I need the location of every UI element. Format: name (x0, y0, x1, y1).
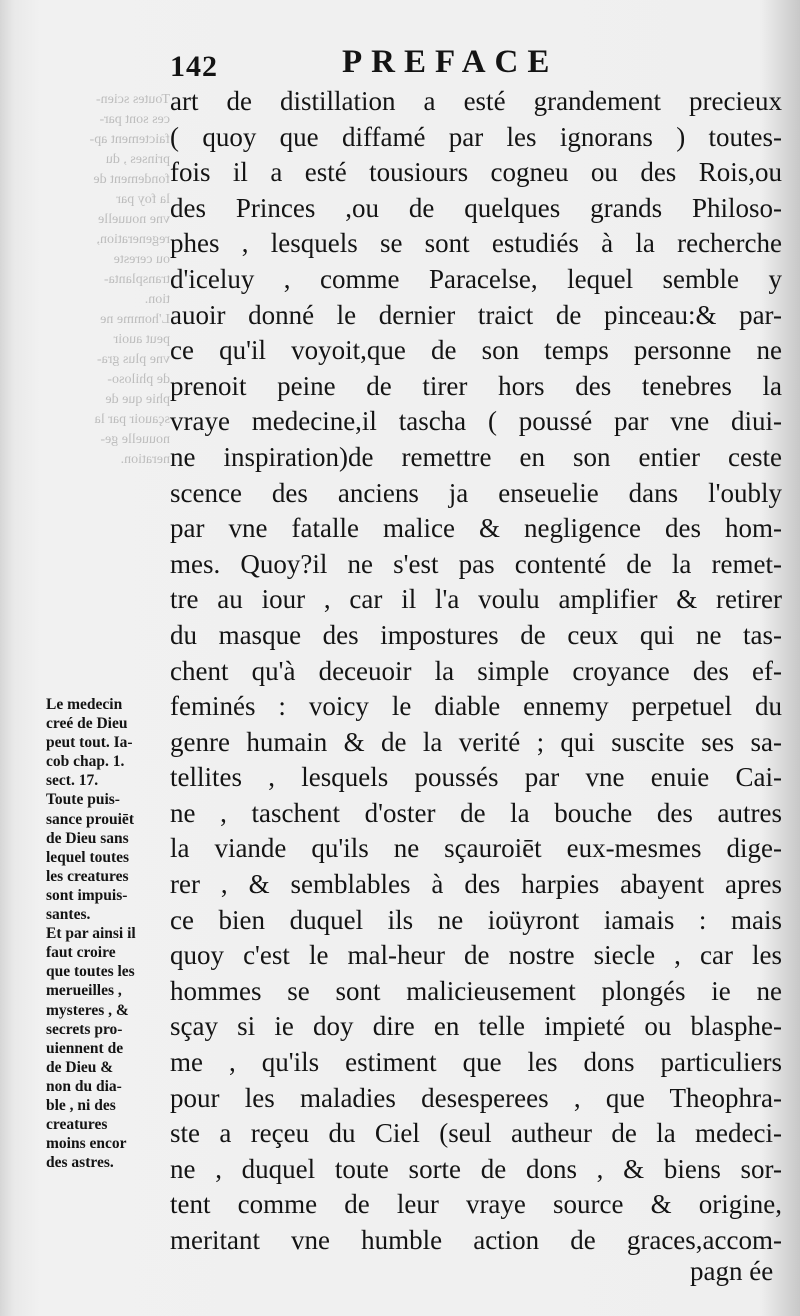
bleed-through-text (30, 90, 170, 470)
bleed-through-line: ces sont par- (99, 112, 170, 127)
text-line: vraye medecine,il tascha ( poussé par vne diui- (170, 406, 782, 437)
margin-note-line: sont impuis- (46, 886, 128, 904)
bleed-through-line: peut auoir (113, 332, 170, 347)
text-line: la viande qu'ils ne sçauroiēt eux-mesmes dige- (170, 833, 782, 864)
text-line: ne inspiration)de remettre en son entier ceste (170, 441, 782, 472)
bleed-through-line: tion. (144, 292, 170, 307)
bleed-through-line: de philoso- (107, 372, 170, 387)
margin-note-line: cob chap. 1. (46, 753, 125, 771)
margin-note-line: santes. (46, 906, 91, 924)
margin-note-line: secrets pro- (46, 1020, 123, 1038)
bleed-through-line: transplanta- (103, 272, 170, 287)
text-line: meritant vne humble action de graces,accom- (170, 1225, 782, 1255)
running-title: PREFACE (342, 44, 559, 80)
text-line: pour les maladies desesperees , que Theophra- (170, 1082, 782, 1113)
margin-note-line: peut tout. Ia- (46, 734, 133, 752)
bleed-through-line: regeneration, (96, 232, 170, 247)
margin-note-line: creé de Dieu (46, 715, 128, 733)
text-line: feminés : voicy le diable ennemy perpetuel du (170, 691, 782, 722)
text-line: ne , duquel toute sorte de dons , & biens sor- (170, 1153, 782, 1184)
text-line: sçay si ie doy dire en telle impieté ou blasphe- (170, 1011, 782, 1042)
bleed-through-line: prinses , du (105, 152, 170, 167)
margin-note-line: Et par ainsi il (46, 925, 136, 943)
margin-notes (46, 695, 178, 1172)
margin-note-line: lequel toutes (46, 848, 130, 866)
text-line: scence des anciens ja enseuelie dans l'oubly (170, 477, 782, 508)
margin-note-line: merueilles , (46, 982, 122, 1000)
margin-note-line: ble , ni des (46, 1096, 116, 1114)
bleed-through-line: vne nouuelle (98, 212, 170, 227)
margin-note-line: sect. 17. (46, 772, 99, 790)
bleed-through-line: neration. (120, 452, 170, 467)
margin-note-line: sance prouiēt (46, 810, 134, 828)
bleed-through-line: Toutes scien- (95, 92, 170, 107)
page-number: 142 (170, 50, 218, 83)
text-line: par vne fatalle malice & negligence des hom- (170, 513, 782, 544)
bleed-through-line: phie que de (105, 392, 170, 407)
text-line: ste a reçeu du Ciel (seul autheur de la medeci- (170, 1118, 782, 1149)
text-line: mes. Quoy?il ne s'est pas contenté de la remet- (170, 548, 782, 579)
margin-note-line: faut croire (46, 944, 116, 962)
text-line: fois il a esté tousiours cogneu ou des Rois,ou (170, 157, 782, 188)
margin-note-line: uiennent de (46, 1039, 124, 1057)
text-line: genre humain & de la verité ; qui suscite ses sa- (170, 726, 782, 757)
bleed-through-line: ou cereste (113, 252, 170, 267)
margin-note-line: mysteres , & (46, 1001, 129, 1019)
text-line: prenoit peine de tirer hors des tenebres la (170, 370, 782, 401)
margin-note-line: Toute puis- (46, 791, 120, 809)
margin-note-line: Le medecin (46, 696, 123, 713)
text-line: ne , taschent d'oster de la bouche des autres (170, 797, 782, 828)
bleed-through-line: vne plus gra- (96, 352, 170, 367)
bleed-through-line: nouuelle ge- (100, 432, 170, 447)
text-line: tre au iour , car il l'a voulu amplifier & retirer (170, 584, 782, 615)
text-line: quoy c'est le mal-heur de nostre siecle , car les (170, 940, 782, 971)
text-line: du masque des impostures de ceux qui ne tas- (170, 619, 782, 650)
text-line: me , qu'ils estiment que les dons particuliers (170, 1047, 782, 1078)
bleed-through-line: sçauoir par la (94, 412, 170, 427)
text-line: des Princes ,ou de quelques grands Philoso- (170, 192, 782, 223)
text-line: phes , lesquels se sont estudiés à la recherche (170, 228, 782, 259)
text-line: ce bien duquel ils ne ioüyront iamais : mais (170, 904, 782, 935)
margin-note-line: des astres. (46, 1154, 114, 1172)
text-line: tellites , lesquels poussés par vne enuie Cai- (170, 762, 782, 793)
bleed-through-line: la foy par (116, 192, 170, 207)
catchword: pagn ée (690, 1256, 774, 1286)
text-line: auoir donné le dernier traict de pinceau:& par- (170, 299, 782, 330)
text-line: tent comme de leur vraye source & origine, (170, 1189, 782, 1220)
text-line: hommes se sont malicieusement plongés ie ne (170, 975, 782, 1006)
body-text (170, 84, 782, 1259)
page-header (170, 42, 770, 82)
bleed-through-line: L'homme ne (100, 312, 170, 327)
margin-note-line: que toutes les (46, 963, 135, 981)
margin-note-line: creatures (46, 1116, 108, 1134)
text-line: ( quoy que diffamé par les ignorans ) toutes- (170, 121, 782, 152)
text-line: d'iceluy , comme Paracelse, lequel semble y (170, 263, 782, 294)
text-line: chent qu'à deceuoir la simple croyance des ef- (170, 655, 782, 686)
text-line: rer , & semblables à des harpies abayent apres (170, 869, 782, 900)
margin-note-line: moins encor (46, 1135, 127, 1153)
margin-note-line: de Dieu sans (46, 829, 129, 847)
text-line: art de distillation a esté grandement precieux (170, 86, 782, 116)
bleed-through-line: fondement de (93, 172, 170, 187)
margin-note-line: de Dieu & (46, 1058, 114, 1076)
margin-note-line: les creatures (46, 867, 129, 885)
margin-note-line: non du dia- (46, 1077, 122, 1095)
text-line: ce qu'il voyoit,que de son temps personne ne (170, 335, 782, 366)
bleed-through-line: faictement ap- (89, 132, 170, 147)
